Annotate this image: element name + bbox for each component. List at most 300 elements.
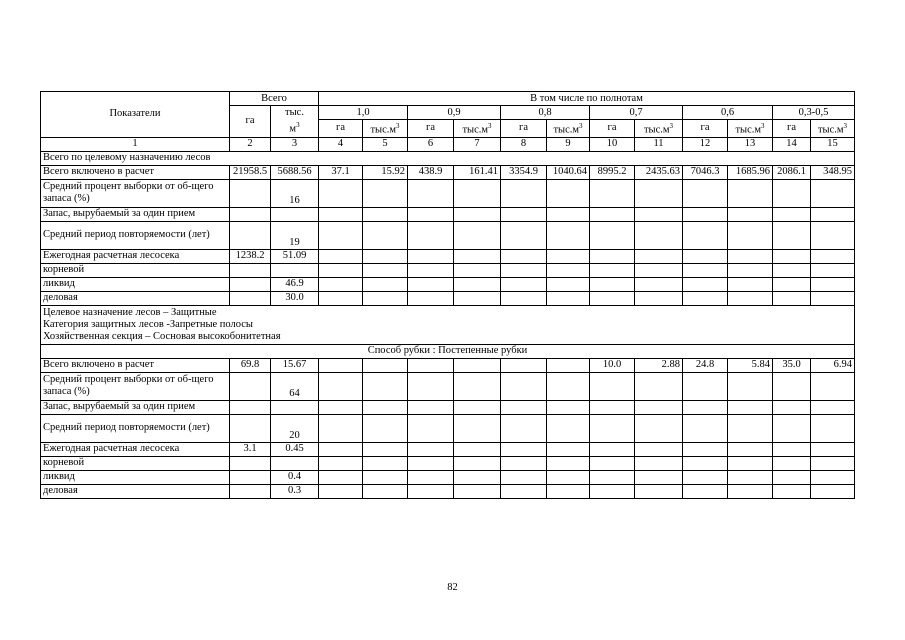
table-row [41,358,855,372]
cell-value [683,221,728,249]
cell-value [547,456,590,470]
row-label: ликвид [41,470,230,484]
cell-value [773,179,811,207]
cell-value [635,179,683,207]
cell-value [454,414,501,442]
cell-value [683,414,728,442]
column-number: 2 [230,137,271,151]
cell-value: 1685.96 [728,165,773,179]
header-unit-ha: га [590,120,635,138]
cell-value: 1040.64 [547,165,590,179]
cell-value [635,291,683,305]
cell-value: 5.84 [728,358,773,372]
cell-value [590,179,635,207]
cell-value [501,249,547,263]
cell-value [230,470,271,484]
cell-value: 5688.56 [271,165,319,179]
cell-value [363,414,408,442]
header-unit-thous-m3: $тыс.м^3$ [728,120,773,138]
cell-value [501,179,547,207]
cell-value [728,414,773,442]
cell-value [811,221,855,249]
cell-value [501,358,547,372]
cutting-method: Способ рубки : Постепенные рубки [41,344,855,358]
table-row [41,179,855,207]
cell-value: 10.0 [590,358,635,372]
cell-value [501,372,547,400]
cell-value: 15.67 [271,358,319,372]
cell-value [319,207,363,221]
cell-value [590,249,635,263]
row-label: Средний период повторяемости (лет) [41,221,230,249]
cell-value [773,291,811,305]
cell-value [319,470,363,484]
cell-value [319,249,363,263]
cell-value [319,221,363,249]
cell-value [811,263,855,277]
cell-value [230,291,271,305]
cell-value [547,358,590,372]
table-row [41,470,855,484]
table-row [41,277,855,291]
cell-value [635,414,683,442]
cell-value [590,484,635,498]
cell-value [728,207,773,221]
density-table [40,91,855,499]
cell-value: 24.8 [683,358,728,372]
cell-value [454,442,501,456]
row-label: Всего включено в расчет [41,358,230,372]
header-density-0: 1,0 [319,106,408,120]
cell-value [230,221,271,249]
cell-value [319,484,363,498]
cell-value [501,400,547,414]
table-row [41,263,855,277]
cell-value [683,263,728,277]
column-number: 11 [635,137,683,151]
cell-value [363,249,408,263]
row-label: Всего включено в расчет [41,165,230,179]
cell-value [319,179,363,207]
cell-value [363,263,408,277]
cell-value [547,221,590,249]
table-row [41,165,855,179]
cell-value [230,263,271,277]
cell-value [363,456,408,470]
cell-value [683,179,728,207]
cell-value [635,372,683,400]
cell-value [590,277,635,291]
cell-value [683,291,728,305]
header-unit-ha: га [501,120,547,138]
row-label: Запас, вырубаемый за один прием [41,400,230,414]
cell-value [363,372,408,400]
cell-value: 2.88 [635,358,683,372]
table-row [41,372,855,400]
column-number: 1 [41,137,230,151]
cell-value [683,442,728,456]
cell-value [454,358,501,372]
cell-value [635,263,683,277]
cell-value [683,372,728,400]
cell-value [811,442,855,456]
cell-value [363,400,408,414]
table-row [41,249,855,263]
row-label: Средний процент выборки от об-щего запаса (%) [41,372,230,400]
row-label: Ежегодная расчетная лесосека [41,442,230,456]
cell-value [773,400,811,414]
cell-value [363,179,408,207]
cell-value [773,442,811,456]
row-label: корневой [41,456,230,470]
row-label: Средний процент выборки от об-щего запаса (%) [41,179,230,207]
cell-value [773,249,811,263]
cell-value [501,484,547,498]
cell-value [271,400,319,414]
row-label: деловая [41,291,230,305]
cell-value [319,358,363,372]
page-number: 82 [447,582,458,593]
cell-value [408,372,454,400]
cell-value [501,442,547,456]
cell-value [454,207,501,221]
cell-value [363,470,408,484]
cell-value [728,442,773,456]
table-row [41,400,855,414]
cell-value: 7046.3 [683,165,728,179]
cell-value [319,400,363,414]
column-number: 3 [271,137,319,151]
cell-value [773,263,811,277]
cell-value [230,372,271,400]
cell-value [454,456,501,470]
cell-value [408,291,454,305]
cell-value [811,179,855,207]
cell-value [728,179,773,207]
cell-value [590,291,635,305]
cell-value [773,372,811,400]
table-row [41,207,855,221]
column-number: 12 [683,137,728,151]
cell-value: 3354.9 [501,165,547,179]
header-total-ha: га [230,106,271,138]
cell-value [408,207,454,221]
cell-value [319,263,363,277]
cell-value [454,470,501,484]
cell-value [319,456,363,470]
cell-value [773,221,811,249]
cell-value [408,484,454,498]
cell-value [728,263,773,277]
cell-value [363,358,408,372]
cell-value [811,277,855,291]
cell-value [728,400,773,414]
cell-value [547,277,590,291]
cell-value [590,372,635,400]
cell-value [230,207,271,221]
cell-value: 3.1 [230,442,271,456]
cell-value [728,470,773,484]
header-unit-thous-m3: $тыс.м^3$ [547,120,590,138]
cell-value [501,207,547,221]
section1-title: Всего по целевому назначению лесов [41,151,855,165]
header-density-4: 0,6 [683,106,773,120]
header-unit-ha: га [773,120,811,138]
row-label: корневой [41,263,230,277]
cell-value [683,470,728,484]
header-unit-ha: га [319,120,363,138]
cell-value: 69.8 [230,358,271,372]
cell-value [408,358,454,372]
cell-value [811,414,855,442]
row-label: Средний период повторяемости (лет) [41,414,230,442]
cell-value [547,291,590,305]
cell-value [547,179,590,207]
cell-value [408,221,454,249]
cell-value [773,456,811,470]
cell-value: 37.1 [319,165,363,179]
header-density-3: 0,7 [590,106,683,120]
cell-value [408,442,454,456]
cell-value [728,277,773,291]
header-density-5: 0,3-0,5 [773,106,855,120]
cell-value [501,277,547,291]
cell-value [547,442,590,456]
cell-value: 16 [271,179,319,207]
cell-value: 161.41 [454,165,501,179]
column-number: 7 [454,137,501,151]
cell-value [773,470,811,484]
table-row [41,484,855,498]
row-label: деловая [41,484,230,498]
cell-value: 0.3 [271,484,319,498]
cell-value [408,456,454,470]
header-unit-ha: га [683,120,728,138]
header-density-2: 0,8 [501,106,590,120]
row-label: ликвид [41,277,230,291]
cell-value [454,263,501,277]
cell-value: 21958.5 [230,165,271,179]
header-indicators: Показатели [41,92,230,138]
header-unit-thous-m3: $тыс.м^3$ [454,120,501,138]
cell-value: 438.9 [408,165,454,179]
column-number: 5 [363,137,408,151]
cell-value [635,249,683,263]
cell-value [547,470,590,484]
cell-value [811,456,855,470]
cell-value: 1238.2 [230,249,271,263]
cell-value [590,263,635,277]
cell-value: 51.09 [271,249,319,263]
cell-value [728,249,773,263]
table-row [41,221,855,249]
cell-value [811,470,855,484]
cell-value [454,372,501,400]
cell-value [230,456,271,470]
table-row [41,442,855,456]
cell-value [811,249,855,263]
header-density-1: 0,9 [408,106,501,120]
table-row [41,291,855,305]
info-category: Категория защитных лесов -Запретные полосы [43,318,253,330]
cell-value [728,221,773,249]
cell-value [408,470,454,484]
cell-value [454,400,501,414]
cell-value [454,484,501,498]
cell-value [635,442,683,456]
cell-value [547,414,590,442]
row-label: Запас, вырубаемый за один прием [41,207,230,221]
cell-value: 348.95 [811,165,855,179]
cell-value [635,470,683,484]
cell-value [319,414,363,442]
cell-value [811,372,855,400]
cell-value [773,207,811,221]
cell-value [408,400,454,414]
cell-value [683,207,728,221]
column-number: 8 [501,137,547,151]
cell-value: 64 [271,372,319,400]
info-purpose: Целевое назначение лесов – Защитные [43,306,217,318]
cell-value [728,456,773,470]
cell-value [408,179,454,207]
cell-value [319,442,363,456]
row-label: Ежегодная расчетная лесосека [41,249,230,263]
cell-value [590,442,635,456]
info-section: Хозяйственная секция – Сосновая высокобонитетная [43,330,281,342]
cell-value [319,372,363,400]
cell-value [635,400,683,414]
cell-value [590,470,635,484]
cell-value: 30.0 [271,291,319,305]
header-unit-thous-m3: $тыс.м^3$ [811,120,855,138]
cell-value [363,484,408,498]
header-unit-ha: га [408,120,454,138]
cell-value [408,249,454,263]
cell-value [363,291,408,305]
cell-value [363,442,408,456]
cell-value [230,400,271,414]
cell-value [773,484,811,498]
cell-value: 46.9 [271,277,319,291]
cell-value: 8995.2 [590,165,635,179]
cell-value [590,207,635,221]
cell-value [547,484,590,498]
cell-value [811,400,855,414]
header-by-density: В том числе по полнотам [319,92,855,106]
column-number: 14 [773,137,811,151]
header-unit-thous-m3: $тыс.м^3$ [635,120,683,138]
header-unit-thous-m3: $тыс.м^3$ [363,120,408,138]
column-number: 9 [547,137,590,151]
cell-value [683,400,728,414]
cell-value [408,414,454,442]
cell-value [408,277,454,291]
cell-value: 2435.63 [635,165,683,179]
column-number: 6 [408,137,454,151]
cell-value [635,484,683,498]
cell-value [454,221,501,249]
cell-value [590,400,635,414]
cell-value [773,414,811,442]
cell-value [363,277,408,291]
cell-value [728,484,773,498]
cell-value [590,414,635,442]
cell-value [501,470,547,484]
cell-value [728,291,773,305]
cell-value [547,207,590,221]
cell-value [547,249,590,263]
section-info [41,305,855,344]
table-row [41,414,855,442]
cell-value: 6.94 [811,358,855,372]
cell-value [728,372,773,400]
cell-value: 20 [271,414,319,442]
cell-value [501,221,547,249]
cell-value [454,291,501,305]
cell-value [683,249,728,263]
cell-value [408,263,454,277]
cell-value [230,277,271,291]
cell-value: 35.0 [773,358,811,372]
cell-value [454,179,501,207]
cell-value [635,221,683,249]
cell-value [683,456,728,470]
cell-value [635,456,683,470]
table-row [41,456,855,470]
cell-value [811,291,855,305]
cell-value [773,277,811,291]
cell-value [635,277,683,291]
cell-value [501,291,547,305]
cell-value [363,221,408,249]
cell-value [230,484,271,498]
column-number: 4 [319,137,363,151]
cell-value [319,291,363,305]
cell-value [454,249,501,263]
column-number: 13 [728,137,773,151]
cell-value: 0.4 [271,470,319,484]
cell-value [547,400,590,414]
cell-value [501,456,547,470]
cell-value [501,263,547,277]
cell-value [319,277,363,291]
cell-value [683,484,728,498]
cell-value [635,207,683,221]
column-number: 10 [590,137,635,151]
cell-value [271,263,319,277]
cell-value [811,207,855,221]
cell-value [547,372,590,400]
cell-value: 2086.1 [773,165,811,179]
cell-value [683,277,728,291]
cell-value [590,221,635,249]
header-total: Всего [230,92,319,106]
header-total-thous-m3: тыс. $м^3$ [271,106,319,138]
column-number: 15 [811,137,855,151]
cell-value: 0.45 [271,442,319,456]
cell-value [271,456,319,470]
cell-value [363,207,408,221]
cell-value: 19 [271,221,319,249]
cell-value [230,414,271,442]
cell-value [454,277,501,291]
cell-value: 15.92 [363,165,408,179]
cell-value [230,179,271,207]
cell-value [811,484,855,498]
cell-value [501,414,547,442]
cell-value [590,456,635,470]
